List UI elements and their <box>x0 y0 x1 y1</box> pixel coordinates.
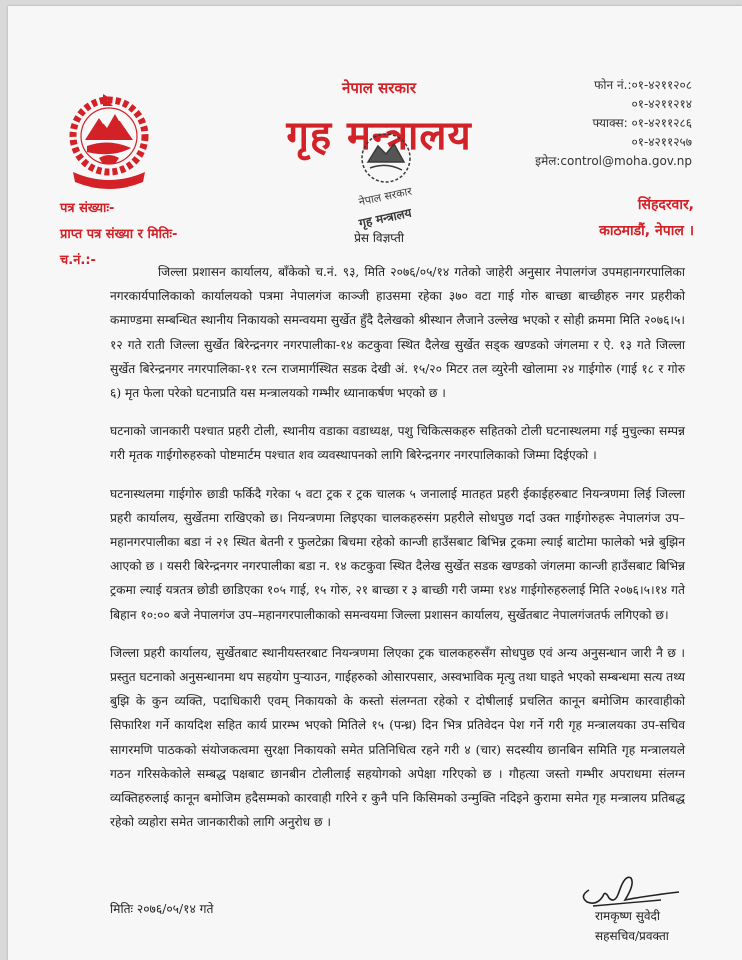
dispatch-number-field: च.नं.:- <box>60 253 96 268</box>
signer-title: सहसचिव/प्रवक्ता <box>595 929 669 943</box>
signature-icon <box>575 870 685 910</box>
email-label: इमेल: <box>535 154 561 168</box>
received-letter-field: प्राप्त पत्र संख्या र मितिः- <box>60 227 178 242</box>
paragraph-1: जिल्ला प्रशासन कार्यालय, बाँकेको च.नं. ९३, मिति २०७६/०५/१४ गतेको जाहेरी अनुसार नेपालगंज उपमहानगरपालिका नगरकार्यपालिकाको कार्यालयको पत्रमा नेपालगंज काञ्जी हाउसमा रहेका ३७० वटा गाई गोरु बाच्छा बाच्छीहरु नगर प्रहरीको कमाण्डमा सम्बन्धित स्थानीय निकायको समन्वयमा सुर्खेत हुँदै दैलेखको श्रीस्थान लैजाने उल्लेख भएको र सोही क्रममा मिति २०७६।५।१२ गते राती जिल्ला सुर्खेत बिरेन्द्रनगर नगरपालीका-१४ कटकुवा स्थित दैलेख सुर्खेत सड्क खण्डको जंगलमा र ऐ. १३ गते जिल्ला सुर्खेत बिरेन्द्रनगर नगरपालिका-११ रत्न राजमार्गस्थित सडक देखी अं. १५/२० मिटर तल व्युरेनी खोलामा २४ गाईगोरु (गाई १८ र गोरु ६) मृत फेला परेको घटनाप्रति यस मन्त्रालयको गम्भीर ध्यानाकर्षण भएको छ । <box>110 265 685 401</box>
issue-date: मितिः २०७६/०५/१४ गते <box>110 902 214 916</box>
fax-number-1: ०१-४२११२८६ <box>631 116 692 130</box>
paragraph-2: घटनाको जानकारी पश्चात प्रहरी टोली, स्थानीय वडाका वडाध्यक्ष, पशु चिकित्सकहरु सहितको टोली घटनास्थलमा गई मुचुल्का सम्पन्न गरी मृतक गाईगोरुहरुको पोष्टमार्टम पश्चात शव व्यवस्थापनको लागि बिरेन्द्रनगर नगरपालिकाको जिम्मा दिईएको । <box>110 424 685 463</box>
ministry-stamp-icon <box>346 126 426 236</box>
stamp-text-top: नेपाल सरकार <box>357 184 413 209</box>
fax-row <box>535 114 692 133</box>
press-release-body <box>110 260 685 848</box>
email-row <box>535 152 692 171</box>
government-title: नेपाल सरकार <box>342 79 416 97</box>
fax-label: फ्याक्स: <box>592 116 628 130</box>
paragraph-3: घटनास्थलमा गाईगोरु छाडी फर्किदै गरेका ५ वटा ट्रक र ट्रक चालक ५ जनालाई मातहत प्रहरी ईकाईहरुबाट नियन्त्रणमा लिई जिल्ला प्रहरी कार्यालय, सुर्खेतमा राखिएको छ। नियन्त्रणमा लिइएका चालकहरुसंग प्रहरीले सोधपुछ गर्दा उक्त गाईगोरुहरू नेपालगंज उप–महानगरपालीका बडा नं २१ स्थित बेतनी र फुलटेक्रा बिचमा रहेको कान्जी हाउँसबाट बिभिन्न ट्रकमा ल्याई बाटोमा फालेको भन्ने बुझिन आएको छ । यसरी बिरेन्द्रनगर नगरपालीका बडा न. १४ कटकुवा स्थित दैलेख सुर्खेत सडक खण्डको जंगलमा कान्जी हाउँसबाट बिभिन्न ट्रकमा ल्याई यत्रतत्र छोडी छाडिएका १०५ गाई, १५ गोरु, २१ बाच्छा र ३ बाच्छी गरी जम्मा १४४ गाईगोरुहरुलाई मिति २०७६।५।१४ गते बिहान १०:०० बजे नेपालगंज उप–महानगरपालीकाको समन्वयमा जिल्ला प्रशासन कार्यालय, सुर्खेतबाट नेपालगंजतर्फ लगिएको छ। <box>110 486 685 622</box>
document-type-label: प्रेस विज्ञप्ती <box>354 231 404 245</box>
office-address <box>599 192 694 244</box>
paragraph-4: जिल्ला प्रहरी कार्यालय, सुर्खेतबाट स्थानीयस्तरबाट नियन्त्रणमा लिएका ट्रक चालकहरुसँग सोधपुछ एवं अन्य अनुसन्धान जारी नै छ । प्रस्तुत घटनाको अनुसन्धानमा थप सहयोग पुर्‍याउन, गाईहरुको ओसारपसार, अस्वभाविक मृत्यु तथा घाइते भएको सम्बन्धमा सत्य तथ्य बुझि के कुन व्यक्ति, पदाधिकारी एवम् निकायको के कस्तो संलग्नता रहेको र दोषीलाई प्रचलित कानून बमोजिम कारवाहीको सिफारिश गर्ने कायदिश सहित कार्य प्रारम्भ भएको मितिले १५ (पन्ध्र) दिन भित्र प्रतिवेदन पेश गर्ने गरी गृह मन्त्रालयका उप-सचिव सागरमणि पाठकको संयोजकत्वमा सुरक्षा निकायको समेत प्रतिनिधित्व रहने गरी ४ (चार) सदस्यीय छानबिन समिति गृह मन्त्रालयले गठन गरिसकेकोले सम्बद्ध पक्षबाट छानबीन टोलीलाई सहयोगको अपेक्षा गरिएको छ । गौहत्या जस्तो गम्भीर अपराधमा संलग्न व्यक्तिहरुलाई कानून बमोजिम हदैसम्मको कारवाही गरिने र कुनै पनि किसिमको उन्मुक्ति नदिइने कुरामा समेत गृह मन्त्रालय प्रतिबद्ध रहेको व्यहोरा समेत जानकारीको लागि अनुरोध छ । <box>110 645 685 830</box>
email-address: control@moha.gov.np <box>560 154 692 168</box>
phone-row <box>535 76 692 95</box>
phone-number-2: ०१-४२११२१४ <box>631 97 692 111</box>
stamp-text-bottom: गृह मन्त्रालय <box>357 205 413 231</box>
letter-number-field: पत्र संख्याः- <box>60 201 115 216</box>
ministry-title: गृह मन्त्रालय <box>286 113 472 159</box>
signatory-block <box>595 906 669 946</box>
phone-number-1: ०१-४२११२०८ <box>631 78 692 92</box>
contact-block <box>535 76 692 171</box>
signer-name: रामकृष्ण सुवेदी <box>595 909 661 923</box>
fax-number-2: ०१-४२११२५७ <box>631 135 692 149</box>
phone-label: फोन नं.: <box>594 78 632 92</box>
address-line-1: सिंहदरवार, <box>637 197 694 213</box>
address-line-2: काठमाडौं, नेपाल । <box>599 223 694 239</box>
